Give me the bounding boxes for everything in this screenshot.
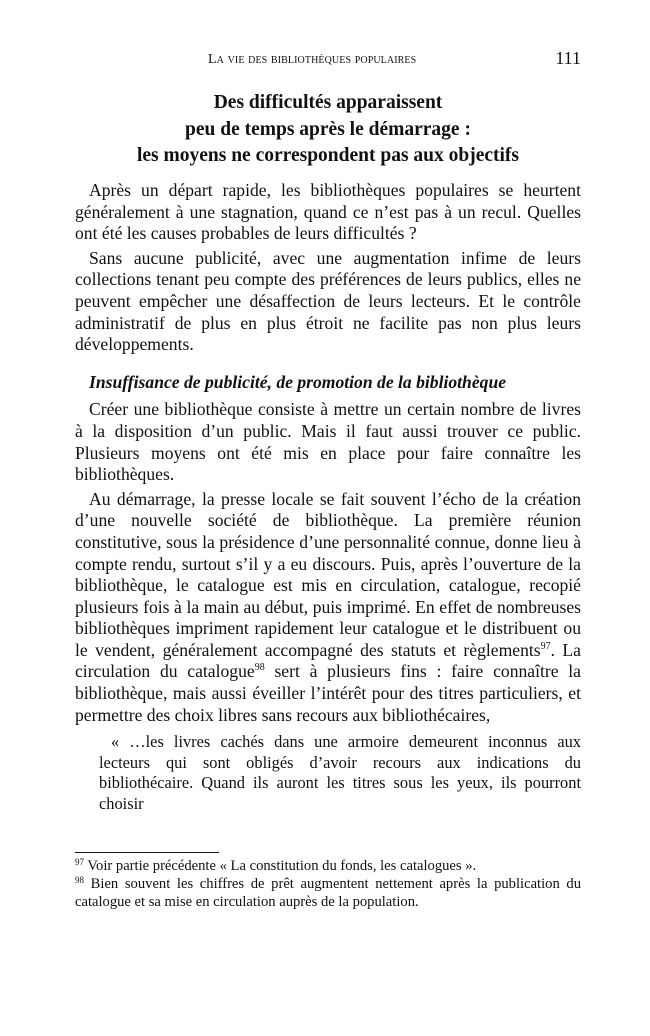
running-title: La vie des bibliothèques populaires xyxy=(208,52,417,67)
paragraph-text: Au démarrage, la presse locale se fait souvent l’écho de la création d’une nouvelle société de bibliothèque. La première réunion constitutive, sous la présidence d’une personnalité connue, donne lieu à compte rendu, surtout s’il y a eu discours. Puis, après l’ouverture de la bibliothèque, le catalogue est mis en circulation, catalogue, recopié plusieurs fois à la main au début, puis imprimé. En effet de nombreuses bibliothèques impriment rapidement leur catalogue et le distribuent ou le vendent, généralement accompagné des statuts et règlements xyxy=(75,488,581,660)
paragraph-text: sert à plusieurs fins : faire connaître la bibliothèque, mais aussi éveiller l’intérêt pour des titres particuliers, et permettre des choix libres sans recours aux bibliothécaires, xyxy=(75,661,581,725)
footnote xyxy=(75,857,581,875)
section-heading: Insuffisance de publicité, de promotion de la bibliothèque xyxy=(89,371,507,392)
footnote-number: 97 xyxy=(75,857,84,867)
chapter-title-line: peu de temps après le démarrage : xyxy=(185,118,471,140)
footnote xyxy=(75,875,581,911)
page-number: 111 xyxy=(555,48,581,68)
footnote-reference[interactable]: 98 xyxy=(254,662,265,674)
footnotes xyxy=(75,857,581,912)
paragraph-with-footnotes xyxy=(75,489,581,727)
chapter-title-line: Des difficultés apparaissent xyxy=(213,92,443,113)
paragraph-text: . La circulation du catalogue xyxy=(75,639,581,682)
footnote-divider xyxy=(75,852,219,853)
running-head xyxy=(75,48,581,70)
footnote-number: 98 xyxy=(75,875,84,886)
footnote-text: Voir partie précédente « La constitution du fonds, les catalogues ». xyxy=(84,858,477,874)
chapter-title-line: les moyens ne correspondent pas aux objectifs xyxy=(136,145,520,166)
footnote-reference[interactable]: 97 xyxy=(540,640,551,652)
body-text xyxy=(75,180,581,815)
paragraph: Sans aucune publicité, avec une augmentation infime de leurs collections tenant peu compte des préférences de leurs publics, elles ne peuvent empêcher une désaffection de leurs lecteurs. Et le contrôle administratif de plus en plus étroit ne facilite pas non plus leurs développements. xyxy=(75,247,581,355)
paragraph: Créer une bibliothèque consiste à mettre un certain nombre de livres à la disposition d’un public. Mais il faut aussi trouver ce public. Plusieurs moyens ont été mis en place pour faire connaître les bibliothèques. xyxy=(75,399,581,485)
chapter-title xyxy=(75,90,581,170)
block-quote: « …les livres cachés dans une armoire demeurent inconnus aux lecteurs qui sont obligés d’avoir recours aux indications du bibliothécaire. Quand ils auront les titres sous les yeux, ils pourront choisir xyxy=(99,732,581,814)
footnote-text: Bien souvent les chiffres de prêt augmentent nettement après la publication du catalogue et sa mise en circulation auprès de la population. xyxy=(75,876,581,911)
paragraph: Après un départ rapide, les bibliothèques populaires se heurtent généralement à une stagnation, quand ce n’est pas à un recul. Quelles ont été les causes probables de leurs difficultés ? xyxy=(75,180,581,244)
